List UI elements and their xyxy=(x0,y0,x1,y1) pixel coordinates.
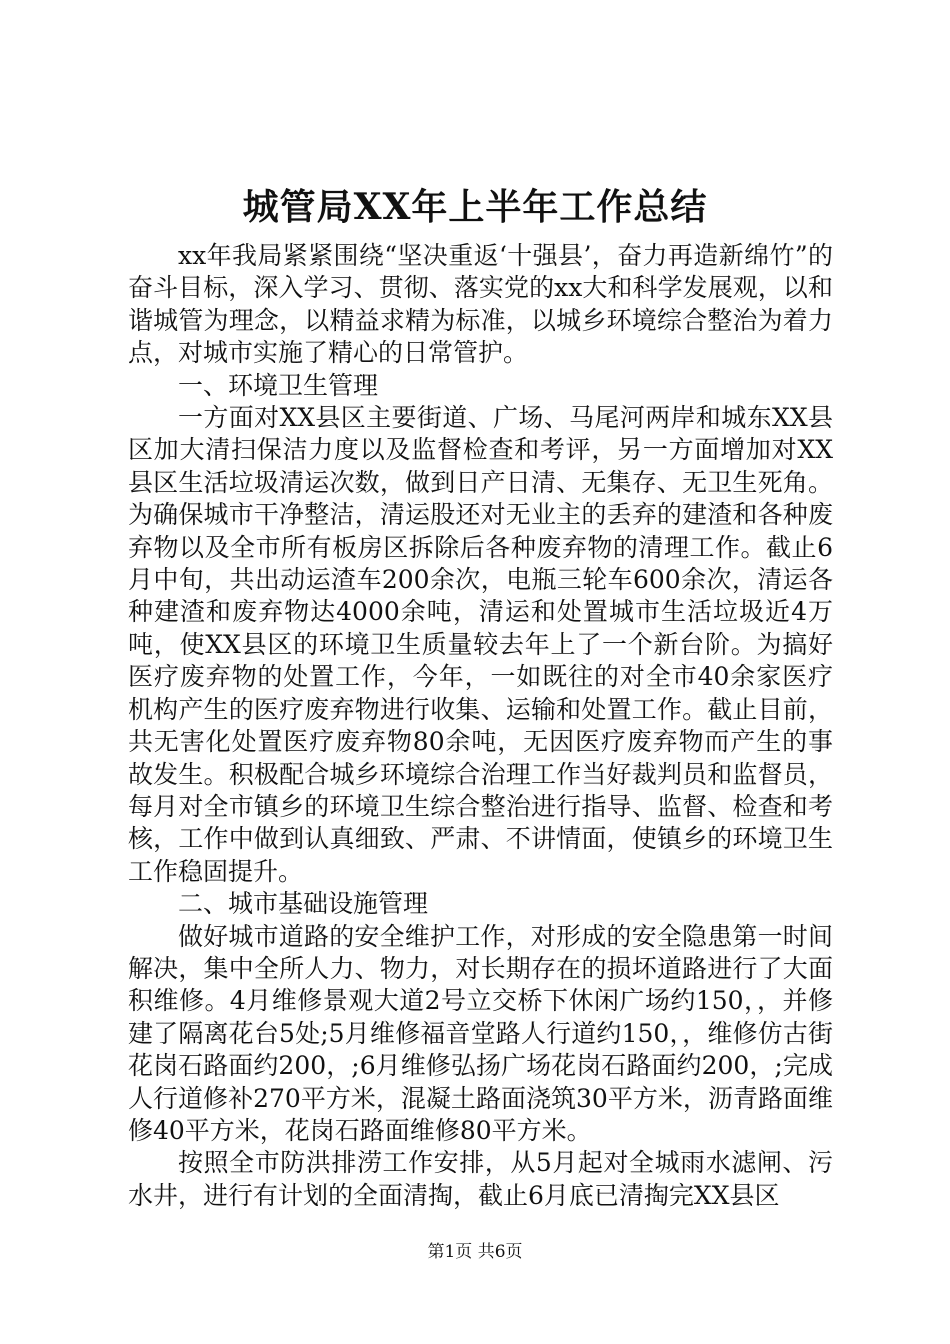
page-number-footer: 第1页 共6页 xyxy=(427,1242,523,1262)
intro-paragraph: xx年我局紧紧围绕“坚决重返‘十强县’，奋力再造新绵竹”的奋斗目标，深入学习、贯彻、落实党的xx大和科学发展观，以和谐城管为理念，以精益求精为标准，以城乡环境综合整治为着力点，对城市实施了精心的日常管护。 xyxy=(128,241,833,368)
sanitation-paragraph: 一方面对XX县区主要街道、广场、马尾河两岸和城东XX县区加大清扫保洁力度以及监督检查和考评，另一方面增加对XX县区生活垃圾清运次数，做到日产日清、无集存、无卫生死角。为确保城市干净整洁，清运股还对无业主的丢弃的建渣和各种废弃物以及全市所有板房区拆除后各种废弃物的清理工作。截止6月中旬，共出动运渣车200余次，电瓶三轮车600余次，清运各种建渣和废弃物达4000余吨，清运和处置城市生活垃圾近4万吨，使XX县区的环境卫生质量较去年上了一个新台阶。为搞好医疗废弃物的处置工作，今年，一如既往的对全市40余家医疗机构产生的医疗废弃物进行收集、运输和处置工作。截止目前，共无害化处置医疗废弃物80余吨，无因医疗废弃物而产生的事故发生。积极配合城乡环境综合治理工作当好裁判员和监督员，每月对全市镇乡的环境卫生综合整治进行指导、监督、检查和考核，工作中做到认真细致、严肃、不讲情面，使镇乡的环境卫生工作稳固提升。 xyxy=(128,403,833,886)
section-heading-sanitation: 一、环境卫生管理 xyxy=(178,370,379,400)
infrastructure-paragraph: 做好城市道路的安全维护工作，对形成的安全隐患第一时间解决，集中全所人力、物力，对长期存在的损坏道路进行了大面积维修。4月维修景观大道2号立交桥下休闲广场约150，，并修建了隔离花台5处;5月维修福音堂路人行道约150，，维修仿古街花岗石路面约200，;6月维修弘扬广场花岗石路面约200，;完成人行道修补270平方米，混凝土路面浇筑30平方米，沥青路面维修40平方米，花岗石路面维修80平方米。 xyxy=(128,921,833,1145)
document-title: 城管局XX年上半年工作总结 xyxy=(242,186,708,228)
section-heading-infrastructure: 二、城市基础设施管理 xyxy=(178,889,429,919)
document-body xyxy=(128,240,833,1212)
flood-control-paragraph: 按照全市防洪排涝工作安排，从5月起对全城雨水滤闸、污水井，进行有计划的全面清掏，截止6月底已清掏完XX县区 xyxy=(128,1148,833,1210)
